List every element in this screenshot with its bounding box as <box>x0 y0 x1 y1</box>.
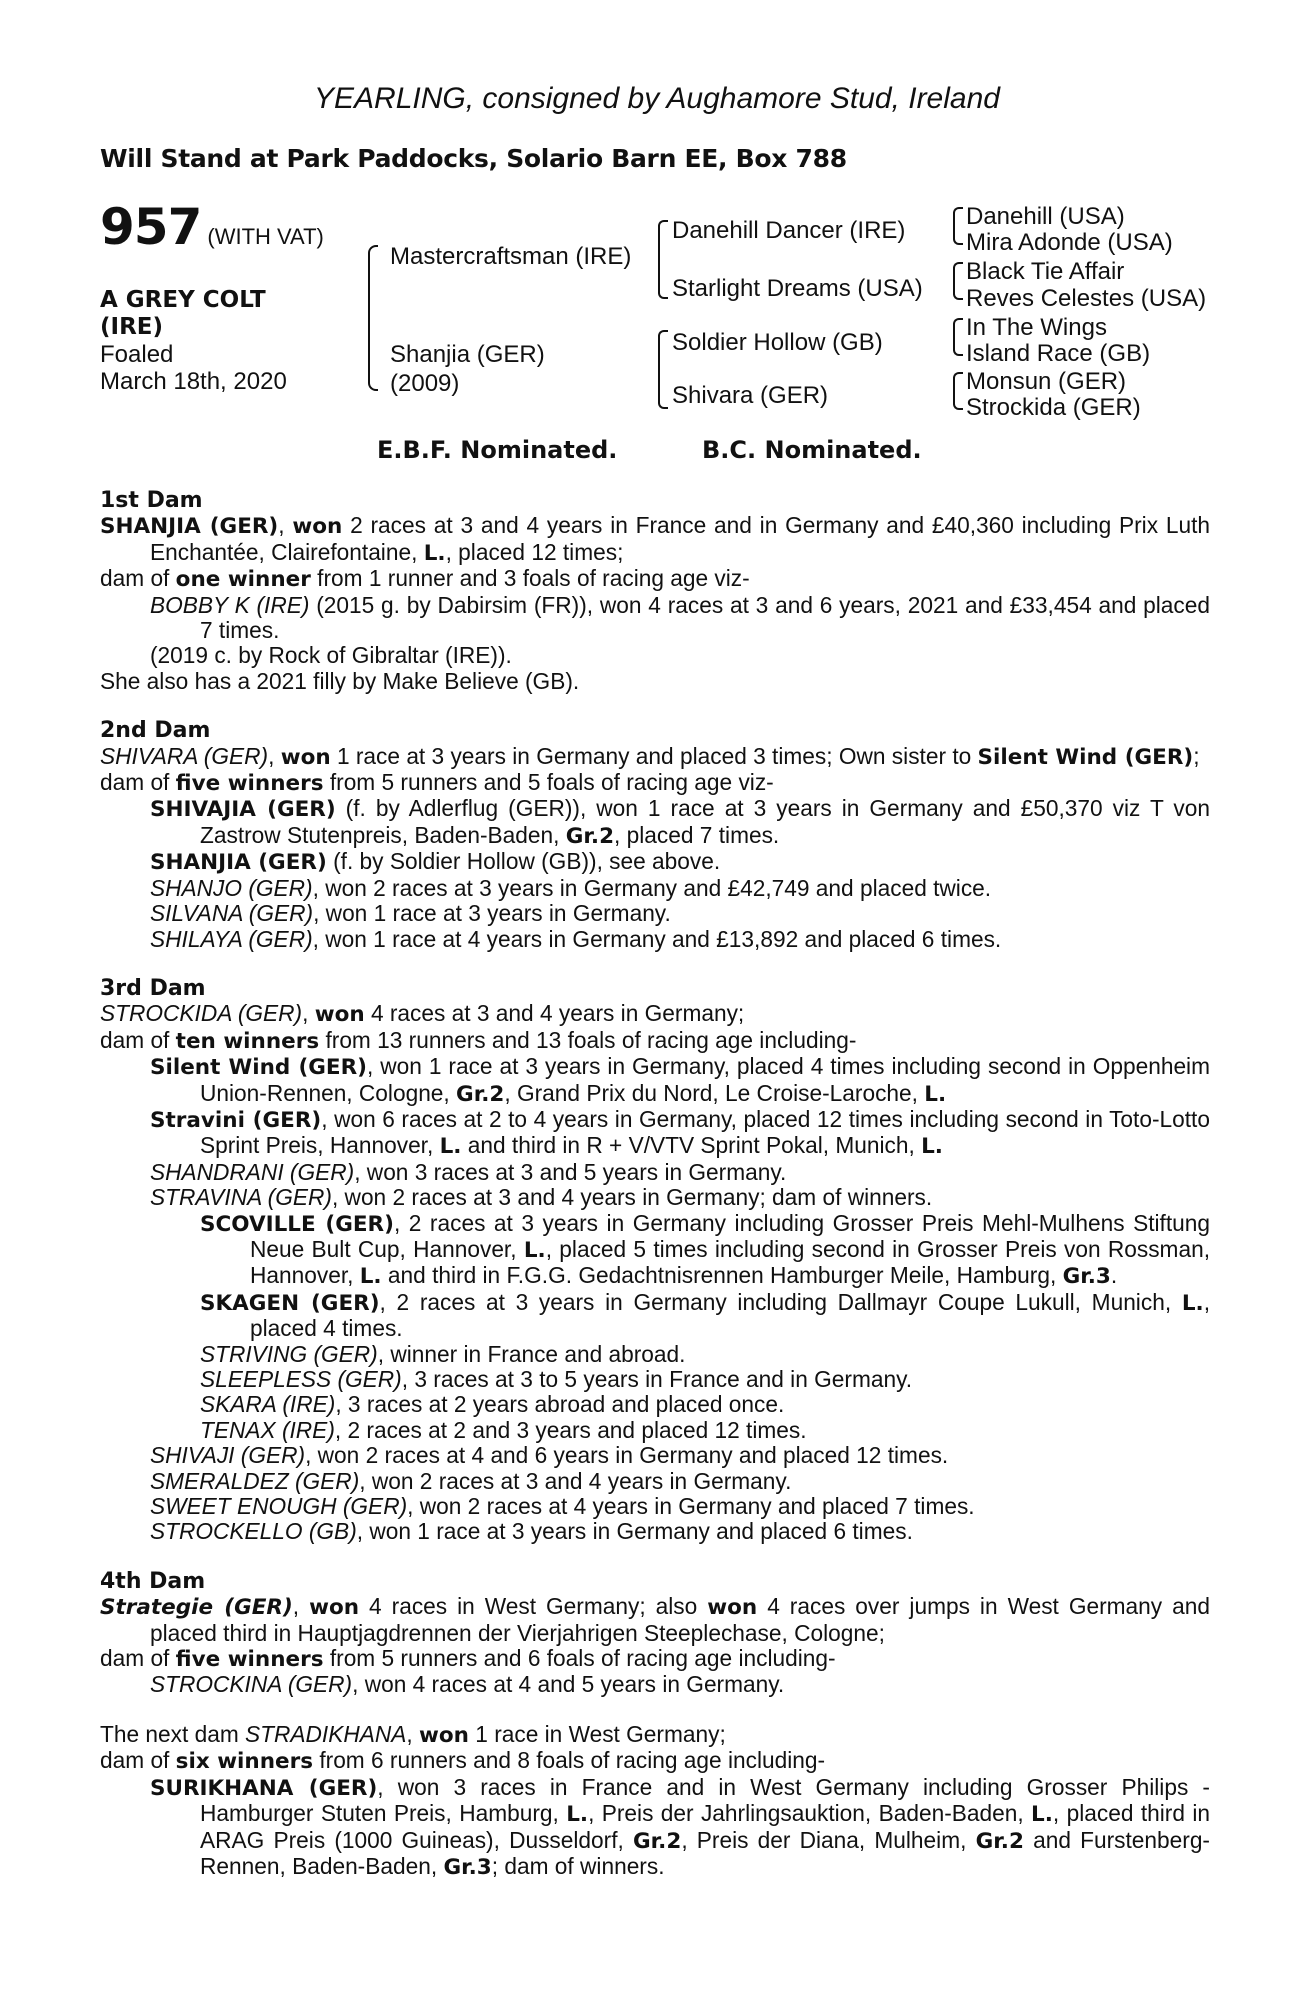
entry-text: , winner in France and abroad. <box>377 1340 686 1367</box>
entry-text: five winners <box>175 1647 324 1673</box>
entry-text: SCOVILLE (GER) <box>200 1211 394 1237</box>
entry-text: , Preis der Jahrlingsauktion, Baden-Baden, <box>588 1800 1032 1827</box>
lot-number-value: 957 <box>100 198 202 256</box>
family-entry <box>100 1392 1210 1417</box>
family-entry <box>100 1594 1210 1646</box>
entry-text: 4 races at 3 and 4 years in Germany; <box>364 1000 745 1027</box>
entry-text: , won 1 race at 3 years in Germany and placed 6 times. <box>356 1518 913 1545</box>
entry-text: L. <box>439 1134 462 1160</box>
entry-text: L. <box>921 1134 943 1160</box>
entry-text: , placed 7 times. <box>614 821 780 848</box>
entry-text: won <box>292 514 343 540</box>
entry-text: won <box>314 1002 365 1028</box>
first-dam-section <box>100 488 1210 694</box>
entry-text: SHIVAJI (GER) <box>150 1442 306 1469</box>
entry-text: 1 race in West Germany; <box>468 1720 726 1747</box>
entry-text: STROCKELLO (GB) <box>150 1518 357 1545</box>
entry-text: , 3 races at 3 to 5 years in France and in Germany. <box>401 1366 913 1392</box>
stand-location: Will Stand at Park Paddocks, Solario Barn EE, Box 788 <box>100 144 847 173</box>
entry-text: L. <box>1181 1290 1204 1316</box>
entry-text: SHIVARA (GER) <box>100 742 269 769</box>
entry-text: , 2 races at 3 years in Germany including Grosser Preis Mehl-Mulhens Stiftung Neue Bult Cup, Hannover, <box>250 1209 1211 1262</box>
family-entry <box>100 513 1210 566</box>
family-entry <box>100 1107 1210 1160</box>
entry-text: BOBBY K (IRE) <box>150 591 310 618</box>
entry-text: SHANJO (GER) <box>150 874 313 901</box>
entry-text: Gr.3 <box>443 1854 492 1880</box>
pedigree-sss: Danehill (USA) <box>966 203 1125 230</box>
family-entry <box>100 1367 1210 1392</box>
pedigree-brace-sire <box>658 220 668 299</box>
entry-text: Strategie (GER) <box>100 1595 293 1621</box>
section-heading: 2nd Dam <box>100 718 211 744</box>
entry-text: , won 3 races at 3 and 5 years in Germany. <box>354 1158 787 1185</box>
entry-text: , <box>278 512 293 539</box>
entry-text: Gr.2 <box>975 1828 1024 1854</box>
lot-number <box>100 198 324 256</box>
family-entry <box>100 1418 1210 1443</box>
entry-text: , 2 races at 3 years in Germany including Dallmayr Coupe Lukull, Munich, <box>379 1288 1182 1315</box>
family-entry <box>100 1443 1210 1468</box>
pedigree-brace-main <box>368 245 378 391</box>
pedigree-dsd: Island Race (GB) <box>966 340 1151 367</box>
entry-text: dam of <box>100 565 176 592</box>
entry-text: dam of <box>100 1645 176 1672</box>
foaled-date: March 18th, 2020 <box>100 368 287 395</box>
entry-text: ; <box>1193 742 1200 769</box>
entry-text: , won 2 races at 3 and 4 years in Germany; dam of winners. <box>331 1184 933 1211</box>
entry-text: , won 1 race at 3 years in Germany, placed 4 times including second in Oppenheim Union-Rennen, Cologne, <box>200 1053 1210 1106</box>
entry-text: Gr.2 <box>633 1828 682 1854</box>
entry-text: dam of <box>100 769 176 796</box>
family-entry <box>100 1722 1210 1748</box>
entry-text: Gr.2 <box>565 823 615 849</box>
entry-text: from 5 runners and 6 foals of racing age including- <box>323 1645 836 1672</box>
entry-text: STROCKINA (GER) <box>150 1671 353 1698</box>
entry-text: , <box>268 742 281 769</box>
family-entry <box>100 593 1210 644</box>
entry-text: 2 races at 3 and 4 years in France and in Germany and £40,360 including Prix Luth Enchantée, Clairefontaine, <box>150 512 1210 565</box>
entry-text: five winners <box>175 771 324 797</box>
ebf-nominated: E.B.F. Nominated. <box>377 436 618 464</box>
family-entry <box>100 849 1210 875</box>
family-entry <box>100 1001 1210 1027</box>
family-entry <box>100 1646 1210 1672</box>
entry-text: , 2 races at 2 and 3 years and placed 12 times. <box>334 1416 807 1443</box>
entry-text: , <box>302 1000 315 1027</box>
entry-text: 1 race at 3 years in Germany and placed 3 times; Own sister to <box>330 742 978 769</box>
family-details <box>100 488 1210 1880</box>
entry-text: Stravini (GER) <box>150 1107 322 1133</box>
entry-text: SMERALDEZ (GER) <box>150 1467 360 1494</box>
entry-text: , <box>292 1593 310 1620</box>
entry-text: , <box>406 1720 420 1747</box>
entry-text: SHANDRANI (GER) <box>150 1158 355 1185</box>
fourth-dam-section <box>100 1569 1210 1698</box>
pedigree-sire: Mastercraftsman (IRE) <box>390 243 632 270</box>
entry-text: TENAX (IRE) <box>200 1416 335 1443</box>
entry-text: . <box>1110 1262 1118 1289</box>
third-dam-section <box>100 976 1210 1545</box>
family-entry <box>100 1748 1210 1774</box>
horse-sex-colour: A GREY COLT <box>100 287 266 313</box>
entry-text: dam of <box>100 1026 176 1053</box>
family-entry <box>100 1028 1210 1054</box>
entry-text: She also has a 2021 filly by Make Believe (GB). <box>100 667 580 694</box>
entry-text: won <box>707 1595 758 1621</box>
family-entry <box>100 927 1210 952</box>
pedigree-sire-sire: Danehill Dancer (IRE) <box>672 217 906 244</box>
entry-text: , won 2 races at 4 and 6 years in Germany and placed 12 times. <box>305 1442 949 1469</box>
entry-text: SHIVAJIA (GER) <box>150 797 336 823</box>
pedigree-dam-dam: Shivara (GER) <box>672 382 829 409</box>
entry-text: , Grand Prix du Nord, Le Croise-Laroche, <box>504 1079 925 1106</box>
entry-text: SILVANA (GER) <box>150 900 314 927</box>
family-entry <box>100 1211 1210 1290</box>
entry-text: STRIVING (GER) <box>200 1340 378 1367</box>
entry-text: , won 2 races at 3 and 4 years in Germany. <box>359 1467 792 1494</box>
family-entry <box>100 1775 1210 1881</box>
pedigree-sdd: Reves Celestes (USA) <box>966 285 1207 312</box>
entry-text: SHANJIA (GER) <box>100 514 279 540</box>
entry-text: won <box>309 1595 360 1621</box>
entry-text: , Preis der Diana, Mulheim, <box>681 1826 976 1853</box>
family-entry <box>100 1160 1210 1185</box>
entry-text: , 3 races at 2 years abroad and placed once. <box>335 1391 785 1418</box>
entry-text: and third in F.G.G. Gedachtnisrennen Hamburger Meile, Hamburg, <box>381 1262 1063 1289</box>
family-entry <box>100 566 1210 592</box>
entry-text: (f. by Soldier Hollow (GB)), see above. <box>326 848 721 875</box>
entry-text: The next dam <box>100 1720 246 1747</box>
entry-text: won <box>280 744 331 770</box>
entry-text: 4 races in West Germany; also <box>359 1593 708 1620</box>
entry-text: , won 2 races at 4 years in Germany and placed 7 times. <box>407 1493 975 1520</box>
family-entry <box>100 1672 1210 1697</box>
entry-text: L. <box>924 1081 947 1107</box>
family-entry <box>100 1054 1210 1107</box>
entry-text: one winner <box>175 567 311 593</box>
entry-text: , won 4 races at 4 and 5 years in Germany. <box>352 1671 785 1698</box>
family-entry <box>100 770 1210 796</box>
entry-text: from 13 runners and 13 foals of racing age including- <box>319 1026 857 1053</box>
entry-text: , placed 12 times; <box>445 538 624 565</box>
entry-text: , won 6 races at 2 to 4 years in Germany, placed 12 times including second in Toto-Lotto Sprint Preis, Hannover, <box>200 1105 1210 1159</box>
pedigree-dds: Monsun (GER) <box>966 368 1127 395</box>
entry-text: SHANJIA (GER) <box>150 850 327 876</box>
entry-text: , won 2 races at 3 years in Germany and £42,749 and placed twice. <box>312 874 992 901</box>
entry-text: and Furstenberg-Rennen, Baden-Baden, <box>200 1826 1210 1879</box>
entry-text: L. <box>566 1802 589 1828</box>
entry-text: SKAGEN (GER) <box>200 1290 380 1316</box>
pedigree-brace-sd <box>953 262 963 300</box>
entry-text: and third in R + V/VTV Sprint Pokal, Munich, <box>461 1132 922 1159</box>
entry-text: Gr.2 <box>456 1081 505 1107</box>
entry-text: STRAVINA (GER) <box>150 1184 332 1211</box>
entry-text: , placed 5 times including second in Grosser Preis von Rossman, Hannover, <box>250 1235 1210 1289</box>
pedigree-ssd: Mira Adonde (USA) <box>966 229 1173 256</box>
entry-text: ; dam of winners. <box>491 1852 665 1879</box>
consignor-header: YEARLING, consigned by Aughamore Stud, Ireland <box>314 82 1000 115</box>
entry-text: STRADIKHANA <box>245 1720 407 1747</box>
entry-text: (2015 g. by Dabirsim (FR)), won 4 races at 3 and 6 years, 2021 and £33,454 and placed 7 times. <box>200 591 1210 644</box>
entry-text: dam of <box>100 1747 176 1774</box>
entry-text: STROCKIDA (GER) <box>100 1000 303 1027</box>
pedigree-dam: Shanjia (GER) <box>390 341 545 368</box>
pedigree-sire-dam: Starlight Dreams (USA) <box>672 275 923 302</box>
family-entry <box>100 1342 1210 1367</box>
family-entry <box>100 1494 1210 1519</box>
entry-text: SKARA (IRE) <box>200 1391 336 1418</box>
pedigree-brace-ds <box>953 318 963 356</box>
entry-text: six winners <box>175 1749 314 1775</box>
entry-text: SLEEPLESS (GER) <box>200 1366 402 1392</box>
pedigree-dss: In The Wings <box>966 314 1107 341</box>
next-dam-section <box>100 1722 1210 1880</box>
pedigree-dam-year: (2009) <box>390 370 460 397</box>
entry-text: L. <box>423 540 446 566</box>
foaled-label: Foaled <box>100 341 174 368</box>
section-heading: 4th Dam <box>100 1568 206 1594</box>
family-entry <box>100 876 1210 901</box>
family-entry <box>100 796 1210 849</box>
entry-text: , placed 4 times. <box>250 1288 1210 1342</box>
family-entry <box>100 744 1210 770</box>
entry-text: SHILAYA (GER) <box>150 925 313 952</box>
entry-text: (f. by Adlerflug (GER)), won 1 race at 3 years in Germany and £50,370 viz T von Zastrow Stutenpreis, Baden-Baden, <box>200 795 1210 848</box>
pedigree-brace-dam <box>658 330 668 409</box>
bc-nominated: B.C. Nominated. <box>702 436 922 464</box>
second-dam-section <box>100 718 1210 952</box>
entry-text: , placed third in ARAG Preis (1000 Guineas), Dusseldorf, <box>200 1800 1210 1853</box>
entry-text: from 6 runners and 8 foals of racing age including- <box>313 1747 826 1774</box>
entry-text: , won 1 race at 4 years in Germany and £13,892 and placed 6 times. <box>312 925 1002 952</box>
family-entry <box>100 643 1210 668</box>
pedigree-sds: Black Tie Affair <box>966 258 1125 285</box>
pedigree-ddd: Strockida (GER) <box>966 394 1141 421</box>
entry-text: ten winners <box>175 1028 320 1054</box>
entry-text: , won 1 race at 3 years in Germany. <box>313 900 671 927</box>
entry-text: from 1 runner and 3 foals of racing age viz- <box>310 565 750 592</box>
entry-text: L. <box>1031 1802 1053 1828</box>
entry-text: Gr.3 <box>1062 1264 1111 1290</box>
vat-label: (WITH VAT) <box>207 224 324 249</box>
entry-text: SWEET ENOUGH (GER) <box>150 1493 408 1520</box>
family-entry <box>100 1185 1210 1210</box>
entry-text: (2019 c. by Rock of Gibraltar (IRE)). <box>150 642 512 669</box>
family-entry <box>100 1519 1210 1544</box>
entry-text: 4 races over jumps in West Germany and placed third in Hauptjagdrennen der Vierjahrigen Steeplechase, Cologne; <box>150 1593 1210 1646</box>
entry-text: L. <box>359 1264 382 1290</box>
section-heading: 1st Dam <box>100 488 203 513</box>
family-entry <box>100 1290 1210 1342</box>
family-entry <box>100 1469 1210 1494</box>
entry-text: won <box>419 1722 469 1748</box>
entry-text: from 5 runners and 5 foals of racing age viz- <box>323 769 774 796</box>
family-entry <box>100 669 1210 694</box>
family-entry <box>100 901 1210 926</box>
pedigree-brace-ss <box>953 207 963 245</box>
entry-text: SURIKHANA (GER) <box>150 1775 378 1801</box>
entry-text: Silent Wind (GER) <box>150 1055 367 1081</box>
section-heading: 3rd Dam <box>100 975 206 1001</box>
entry-text: L. <box>523 1237 546 1263</box>
pedigree-dam-sire: Soldier Hollow (GB) <box>672 329 883 356</box>
horse-description <box>100 287 287 395</box>
entry-text: Silent Wind (GER) <box>977 744 1194 770</box>
horse-country: (IRE) <box>100 314 164 340</box>
entry-text: , won 3 races in France and in West Germany including Grosser Philips - Hamburger Stuten Preis, Hamburg, <box>200 1773 1210 1827</box>
pedigree-brace-dd <box>953 372 963 410</box>
